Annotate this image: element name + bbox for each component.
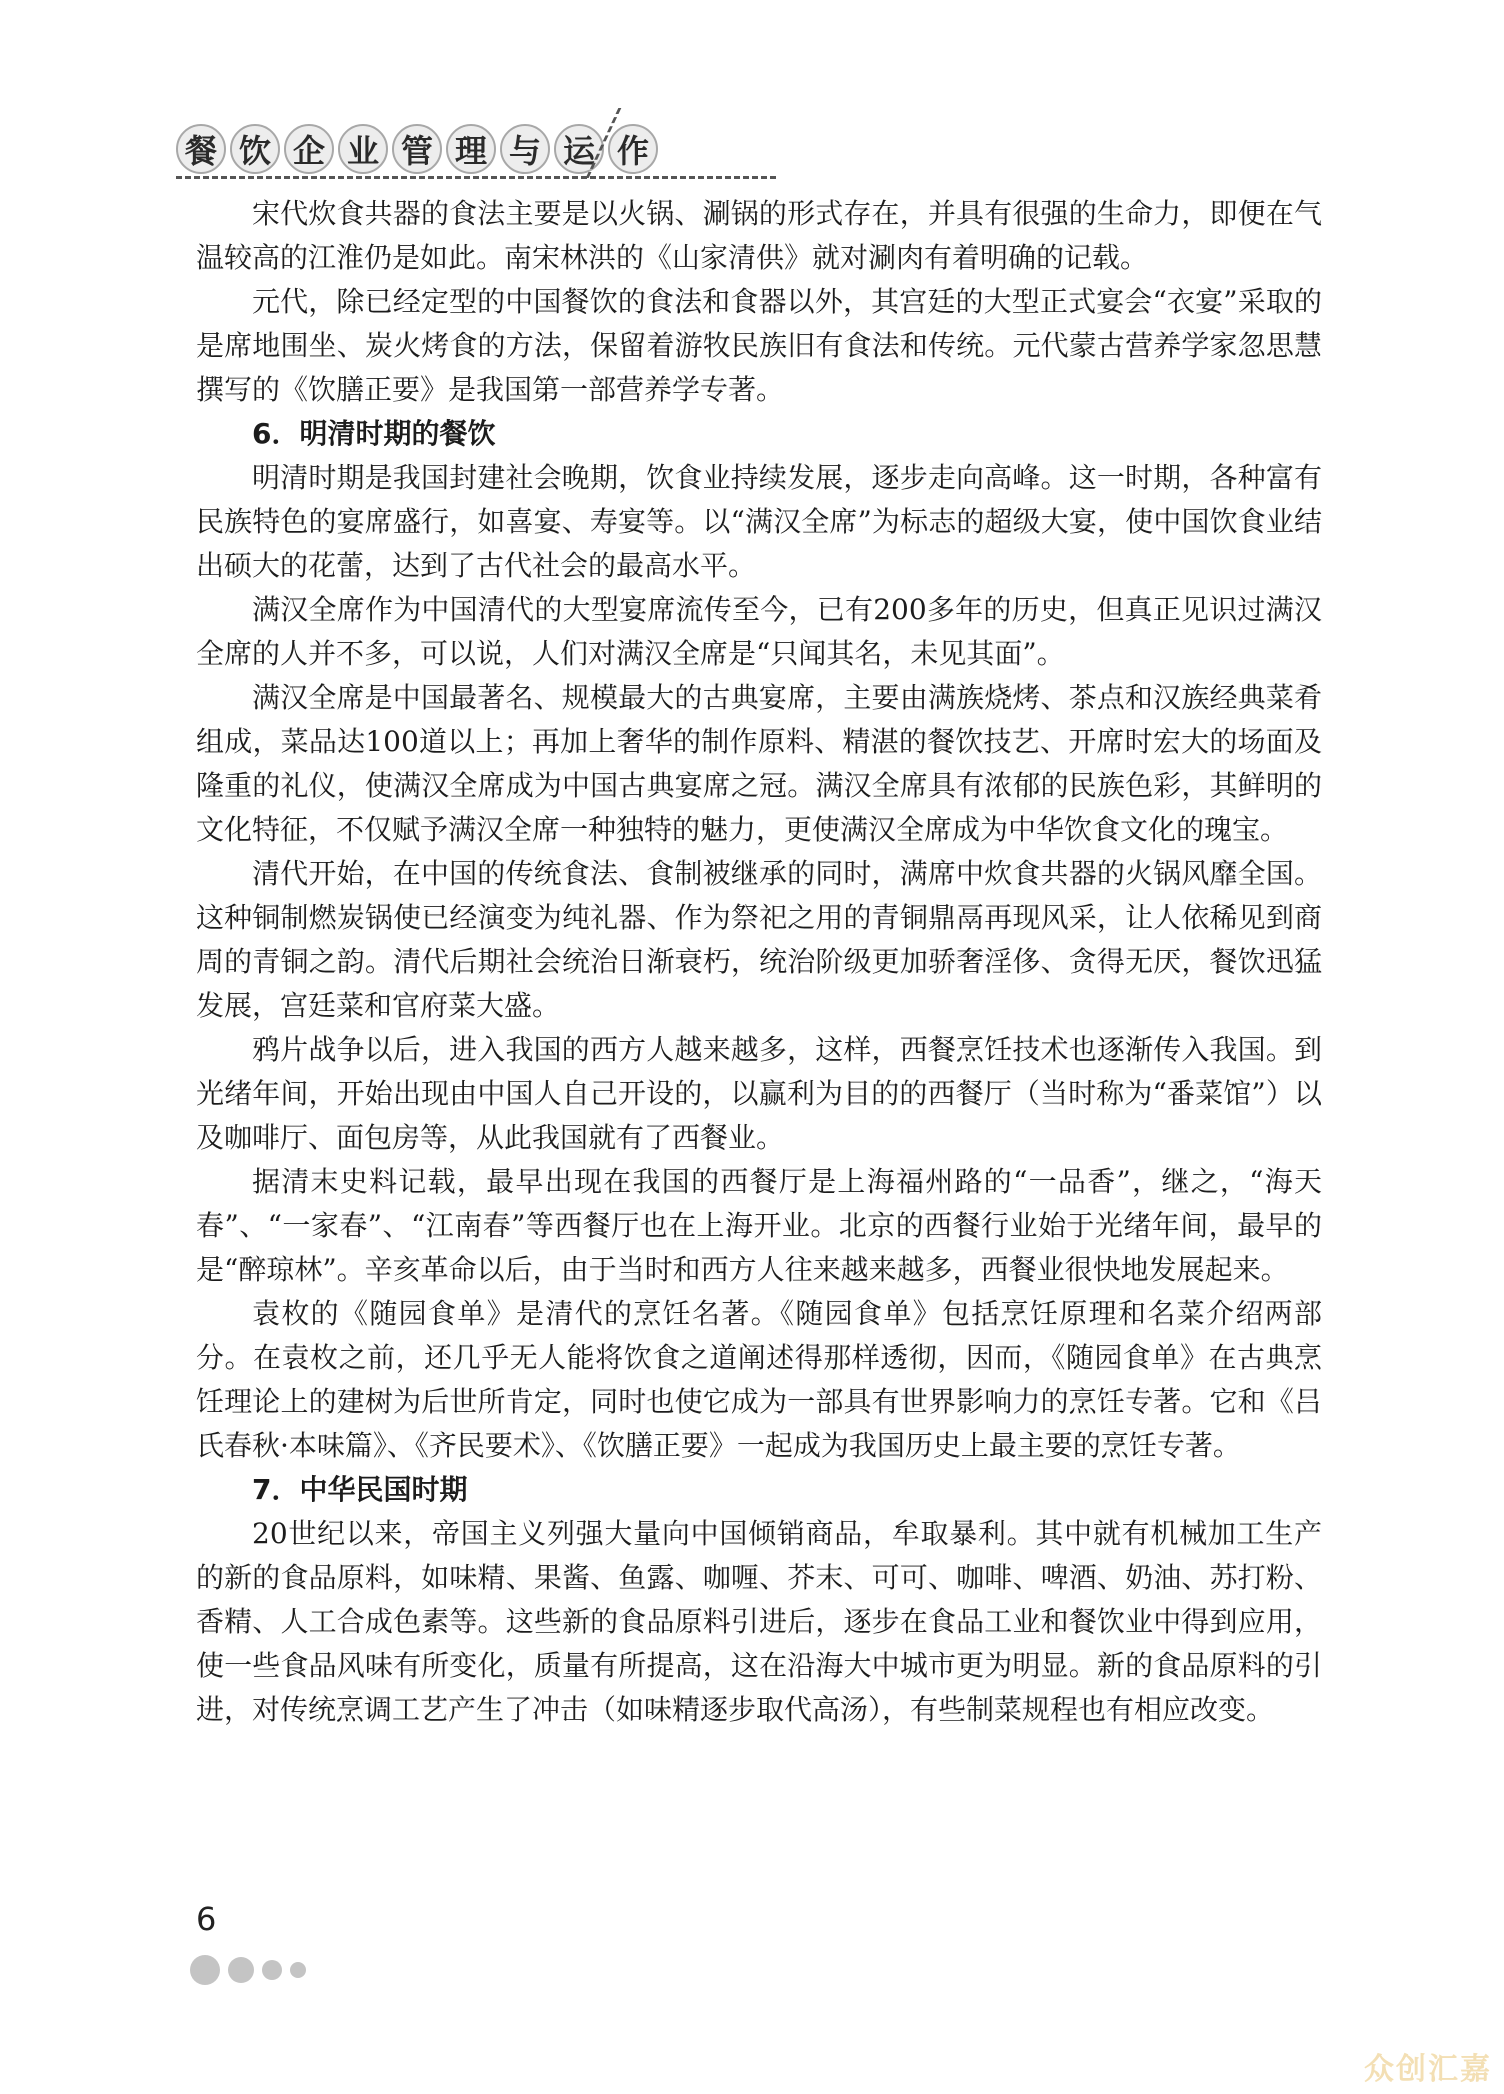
title-char: 业 (338, 124, 388, 174)
page-number: 6 (196, 1900, 217, 1938)
title-char: 企 (284, 124, 334, 174)
body-paragraph: 据清末史料记载，最早出现在我国的西餐厅是上海福州路的“一品香”，继之，“海天春”、“一家春”、“江南春”等西餐厅也在上海开业。北京的西餐行业始于光绪年间，最早的是“醉琼林”。辛亥革命以后，由于当时和西方人往来越来越多，西餐业很快地发展起来。 (196, 1165, 1322, 1286)
title-char: 运 (554, 124, 604, 174)
body-paragraph: 清代开始，在中国的传统食法、食制被继承的同时，满席中炊食共器的火锅风靡全国。这种铜制燃炭锅使已经演变为纯礼器、作为祭祀之用的青铜鼎鬲再现风采，让人依稀见到商周的青铜之韵。清代后期社会统治日渐衰朽，统治阶级更加骄奢淫侈、贪得无厌，餐饮迅猛发展，宫廷菜和官府菜大盛。 (196, 857, 1322, 1022)
decorative-dots (190, 1955, 306, 1985)
title-char: 饮 (230, 124, 280, 174)
body-paragraph: 袁枚的《随园食单》是清代的烹饪名著。《随园食单》包括烹饪原理和名菜介绍两部分。在袁枚之前，还几乎无人能将饮食之道阐述得那样透彻，因而，《随园食单》在古典烹饪理论上的建树为后世所肯定，同时也使它成为一部具有世界影响力的烹饪专著。它和《吕氏春秋·本味篇》、《齐民要术》、《饮膳正要》一起成为我国历史上最主要的烹饪专著。 (196, 1297, 1322, 1462)
section-heading: 6．明清时期的餐饮 (252, 417, 496, 450)
page-body (196, 192, 1322, 1732)
body-paragraph: 鸦片战争以后，进入我国的西方人越来越多，这样，西餐烹饪技术也逐渐传入我国。到光绪年间，开始出现由中国人自己开设的，以赢利为目的的西餐厅（当时称为“番菜馆”）以及咖啡厅、面包房等，从此我国就有了西餐业。 (196, 1033, 1322, 1154)
body-paragraph: 元代，除已经定型的中国餐饮的食法和食器以外，其宫廷的大型正式宴会“衣宴”采取的是席地围坐、炭火烤食的方法，保留着游牧民族旧有食法和传统。元代蒙古营养学家忽思慧撰写的《饮膳正要》是我国第一部营养学专著。 (196, 285, 1322, 406)
title-char: 管 (392, 124, 442, 174)
dot-icon (228, 1957, 254, 1983)
header-dashed-rule (176, 176, 776, 179)
title-char: 餐 (176, 124, 226, 174)
title-char: 理 (446, 124, 496, 174)
dot-icon (190, 1955, 220, 1985)
body-paragraph: 满汉全席是中国最著名、规模最大的古典宴席，主要由满族烧烤、茶点和汉族经典菜肴组成，菜品达100道以上；再加上奢华的制作原料、精湛的餐饮技艺、开席时宏大的场面及隆重的礼仪，使满汉全席成为中国古典宴席之冠。满汉全席具有浓郁的民族色彩，其鲜明的文化特征，不仅赋予满汉全席一种独特的魅力，更使满汉全席成为中华饮食文化的瑰宝。 (196, 681, 1322, 846)
title-char: 与 (500, 124, 550, 174)
body-paragraph: 宋代炊食共器的食法主要是以火锅、涮锅的形式存在，并具有很强的生命力，即便在气温较高的江淮仍是如此。南宋林洪的《山家清供》就对涮肉有着明确的记载。 (196, 197, 1322, 274)
title-char: 作 (608, 124, 658, 174)
body-paragraph: 20世纪以来，帝国主义列强大量向中国倾销商品，牟取暴利。其中就有机械加工生产的新的食品原料，如味精、果酱、鱼露、咖喱、芥末、可可、咖啡、啤酒、奶油、苏打粉、香精、人工合成色素等。这些新的食品原料引进后，逐步在食品工业和餐饮业中得到应用，使一些食品风味有所变化，质量有所提高，这在沿海大中城市更为明显。新的食品原料的引进，对传统烹调工艺产生了冲击（如味精逐步取代高汤），有些制菜规程也有相应改变。 (196, 1517, 1322, 1726)
dot-icon (262, 1960, 282, 1980)
section-heading: 7．中华民国时期 (252, 1473, 468, 1506)
dot-icon (290, 1962, 306, 1978)
watermark: 众创汇嘉 (1364, 2052, 1492, 2087)
book-title (176, 124, 658, 174)
body-paragraph: 明清时期是我国封建社会晚期，饮食业持续发展，逐步走向高峰。这一时期，各种富有民族特色的宴席盛行，如喜宴、寿宴等。以“满汉全席”为标志的超级大宴，使中国饮食业结出硕大的花蕾，达到了古代社会的最高水平。 (196, 461, 1322, 582)
running-header (176, 124, 649, 186)
body-paragraph: 满汉全席作为中国清代的大型宴席流传至今，已有200多年的历史，但真正见识过满汉全席的人并不多，可以说，人们对满汉全席是“只闻其名，未见其面”。 (196, 593, 1322, 670)
